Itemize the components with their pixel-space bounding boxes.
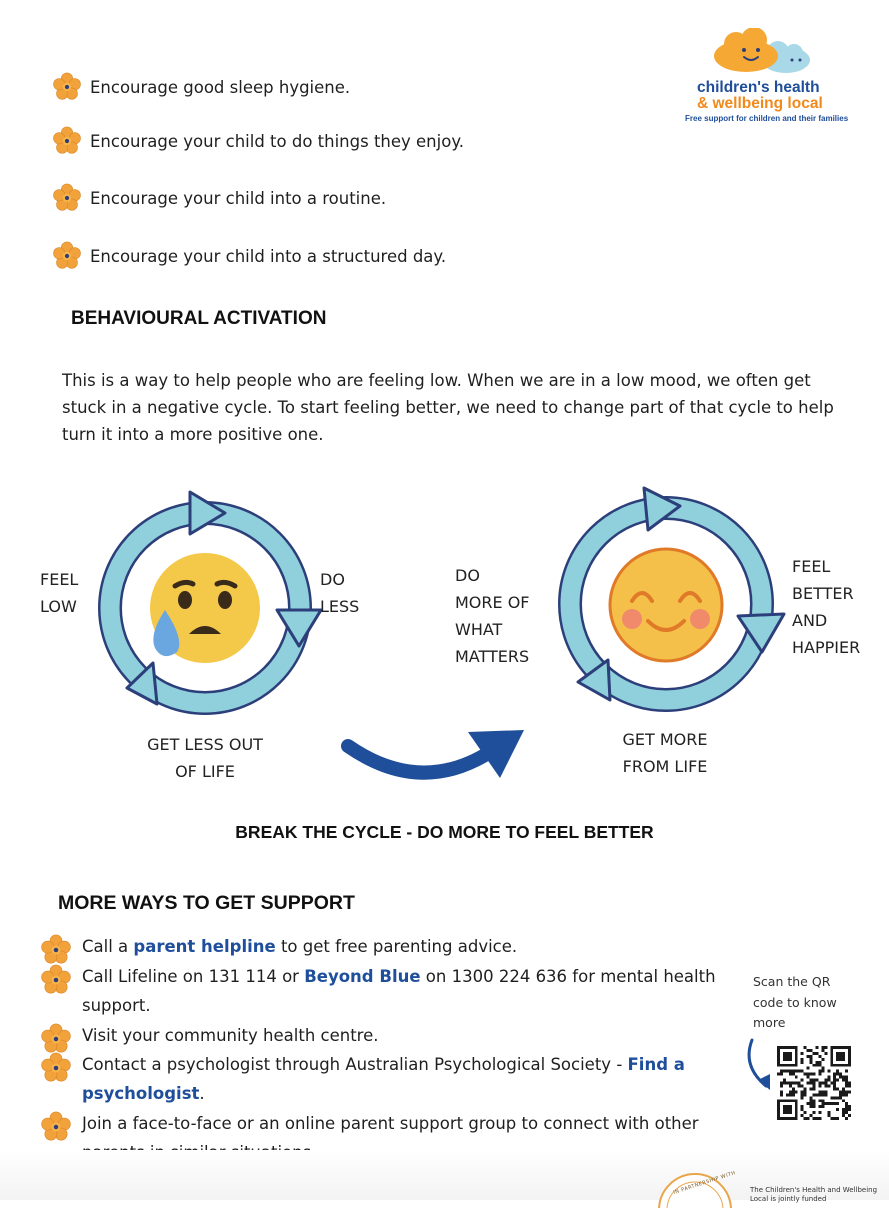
get-more-from-life-label: GET MORE FROM LIFE [622,730,708,776]
flower-bullet-icon [40,1052,72,1084]
tip-item [52,72,350,102]
do-more-of-what-matters-label: DO MORE OF WHAT MATTERS [455,566,530,666]
transition-arrow-icon [340,718,540,798]
break-the-cycle-heading: BREAK THE CYCLE - DO MORE TO FEEL BETTER [235,822,654,842]
tip-text: Encourage your child to do things they enjoy. [90,131,464,151]
flower-bullet-icon [52,241,82,271]
do-less-label: DO LESS [320,570,360,616]
flower-bullet-icon [40,964,72,996]
parent-helpline-link[interactable]: parent helpline [133,937,276,956]
tip-item [52,126,464,156]
tip-item [52,241,446,271]
qr-code-icon[interactable] [777,1046,851,1120]
tip-text: Encourage good sleep hygiene. [90,77,351,97]
footer-credit: The Children's Health and Wellbeing Local is jointly funded [750,1186,878,1203]
flower-bullet-icon [52,126,82,156]
feel-low-label: FEEL LOW [40,570,79,616]
tip-text: Encourage your child into a routine. [90,188,387,208]
support-item [40,932,720,966]
partnership-badge-text: IN PARTNERSHIP WITH [672,1170,737,1196]
logo [683,28,853,126]
support-text: Call a parent helpline to get free parenting advice. [82,937,518,956]
feel-better-and-happier-label: FEEL BETTER AND HAPPIER [792,557,861,657]
flower-bullet-icon [40,1111,72,1143]
qr-instruction: Scan the QR code to know more [753,974,837,1030]
sad-face-icon [145,548,265,668]
logo-title-line1: children's health [697,79,820,96]
find-a-psychologist-link[interactable]: Find a psychologist [82,1055,685,1103]
cycle-arrowhead [644,488,680,530]
tip-item [52,183,386,213]
flower-bullet-icon [52,183,82,213]
behavioural-intro-paragraph: This is a way to help people who are feeling low. When we are in a low mood, we often get stuck in a negative cycle. To start feeling better, we need to change part of that cycle to help turn it into a more positive one. [62,371,834,444]
support-item [40,962,720,1020]
support-text: Contact a psychologist through Australian Psychological Society - Find a psychologist. [82,1055,685,1103]
cloud-logo-icon [708,28,828,80]
logo-title-line2: & wellbeing local [697,95,823,112]
support-text: Visit your community health centre. [82,1026,379,1045]
beyond-blue-link[interactable]: Beyond Blue [304,967,421,986]
support-text: Call Lifeline on 131 114 or Beyond Blue on 1300 224 636 for mental health support. [82,967,716,1015]
flower-bullet-icon [52,72,82,102]
support-item [40,1050,720,1108]
tip-text: Encourage your child into a structured day. [90,246,447,266]
curved-arrow-icon [740,1036,780,1096]
get-less-out-of-life-label: GET LESS OUT OF LIFE [147,735,263,781]
support-text: Join a face-to-face or an online parent support group to connect with other [82,1114,699,1133]
cycle-arrowhead [190,492,225,534]
behavioural-activation-heading: BEHAVIOURAL ACTIVATION [71,308,327,329]
happy-face-icon [606,545,726,665]
logo-tagline: Free support for children and their families [685,114,849,123]
support-heading: MORE WAYS TO GET SUPPORT [58,892,355,914]
